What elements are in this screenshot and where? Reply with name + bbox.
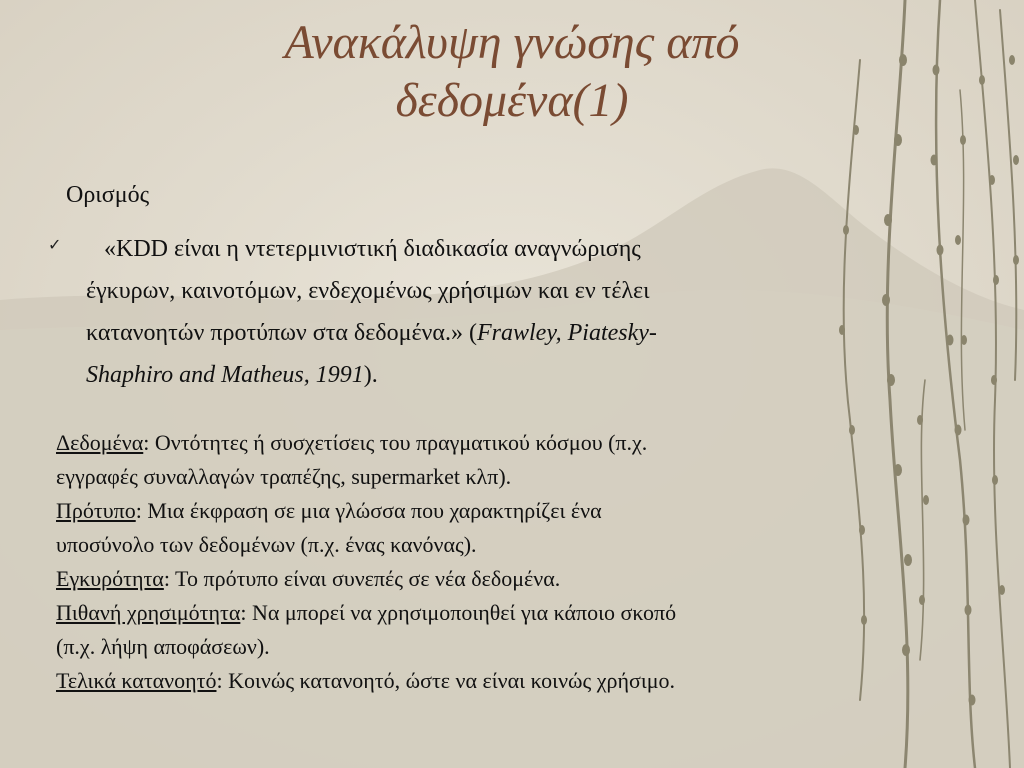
section-subtitle: Ορισμός <box>66 182 150 208</box>
definition-item <box>56 494 966 562</box>
definition-line <box>56 664 966 698</box>
definition-line <box>56 494 966 528</box>
definition-line <box>56 426 966 460</box>
definition-item <box>56 664 966 698</box>
definition-text: : Το πρότυπο είναι συνεπές σε νέα δεδομένα. <box>163 566 561 591</box>
definition-term: Εγκυρότητα <box>56 566 164 591</box>
definition-text: : Να μπορεί να χρησιμοποιηθεί για κάποιο σκοπό <box>240 600 677 625</box>
check-icon: ✓ <box>48 237 62 254</box>
definition-bullet <box>48 228 948 396</box>
title-line-2: δεδομένα(1) <box>395 74 629 127</box>
definition-text: : Μια έκφραση σε μια γλώσσα που χαρακτηρίζει ένα <box>135 498 602 523</box>
slide-title <box>0 14 1024 130</box>
definition-term: Πρότυπο <box>56 498 136 523</box>
definition-text: : Οντότητες ή συσχετίσεις του πραγματικού κόσμου (π.χ. <box>143 430 648 455</box>
quote-text: κατανοητών προτύπων στα δεδομένα.» ( <box>86 320 477 346</box>
title-line-1: Ανακάλυψη γνώσης από <box>284 16 740 69</box>
kdd-definition-quote <box>86 228 948 396</box>
definition-item <box>56 426 966 494</box>
definition-item <box>56 596 966 664</box>
definition-item <box>56 562 966 596</box>
definition-text: : Κοινώς κατανοητό, ώστε να είναι κοινώς χρήσιμο. <box>216 668 676 693</box>
quote-line: «KDD είναι η ντετερμινιστική διαδικασία αναγνώρισης <box>104 236 641 262</box>
definition-line: εγγραφές συναλλαγών τραπέζης, supermarket κλπ). <box>56 464 512 489</box>
citation-end: ). <box>363 362 378 388</box>
definition-term: Τελικά κατανοητό <box>56 668 217 693</box>
citation-authors: Frawley, Piatesky- <box>476 320 657 346</box>
definition-line: υποσύνολο των δεδομένων (π.χ. ένας κανόνας). <box>56 532 477 557</box>
citation-authors: Shaphiro and Matheus, 1991 <box>86 362 364 388</box>
definitions-list <box>56 426 966 698</box>
definition-term: Πιθανή χρησιμότητα <box>56 600 241 625</box>
definition-term: Δεδομένα <box>56 430 144 455</box>
quote-line: έγκυρων, καινοτόμων, ενδεχομένως χρήσιμων και εν τέλει <box>86 278 650 304</box>
quote-line <box>86 312 948 354</box>
quote-line <box>86 354 948 396</box>
definition-line <box>56 596 966 630</box>
definition-line <box>56 562 966 596</box>
definition-line: (π.χ. λήψη αποφάσεων). <box>56 634 270 659</box>
